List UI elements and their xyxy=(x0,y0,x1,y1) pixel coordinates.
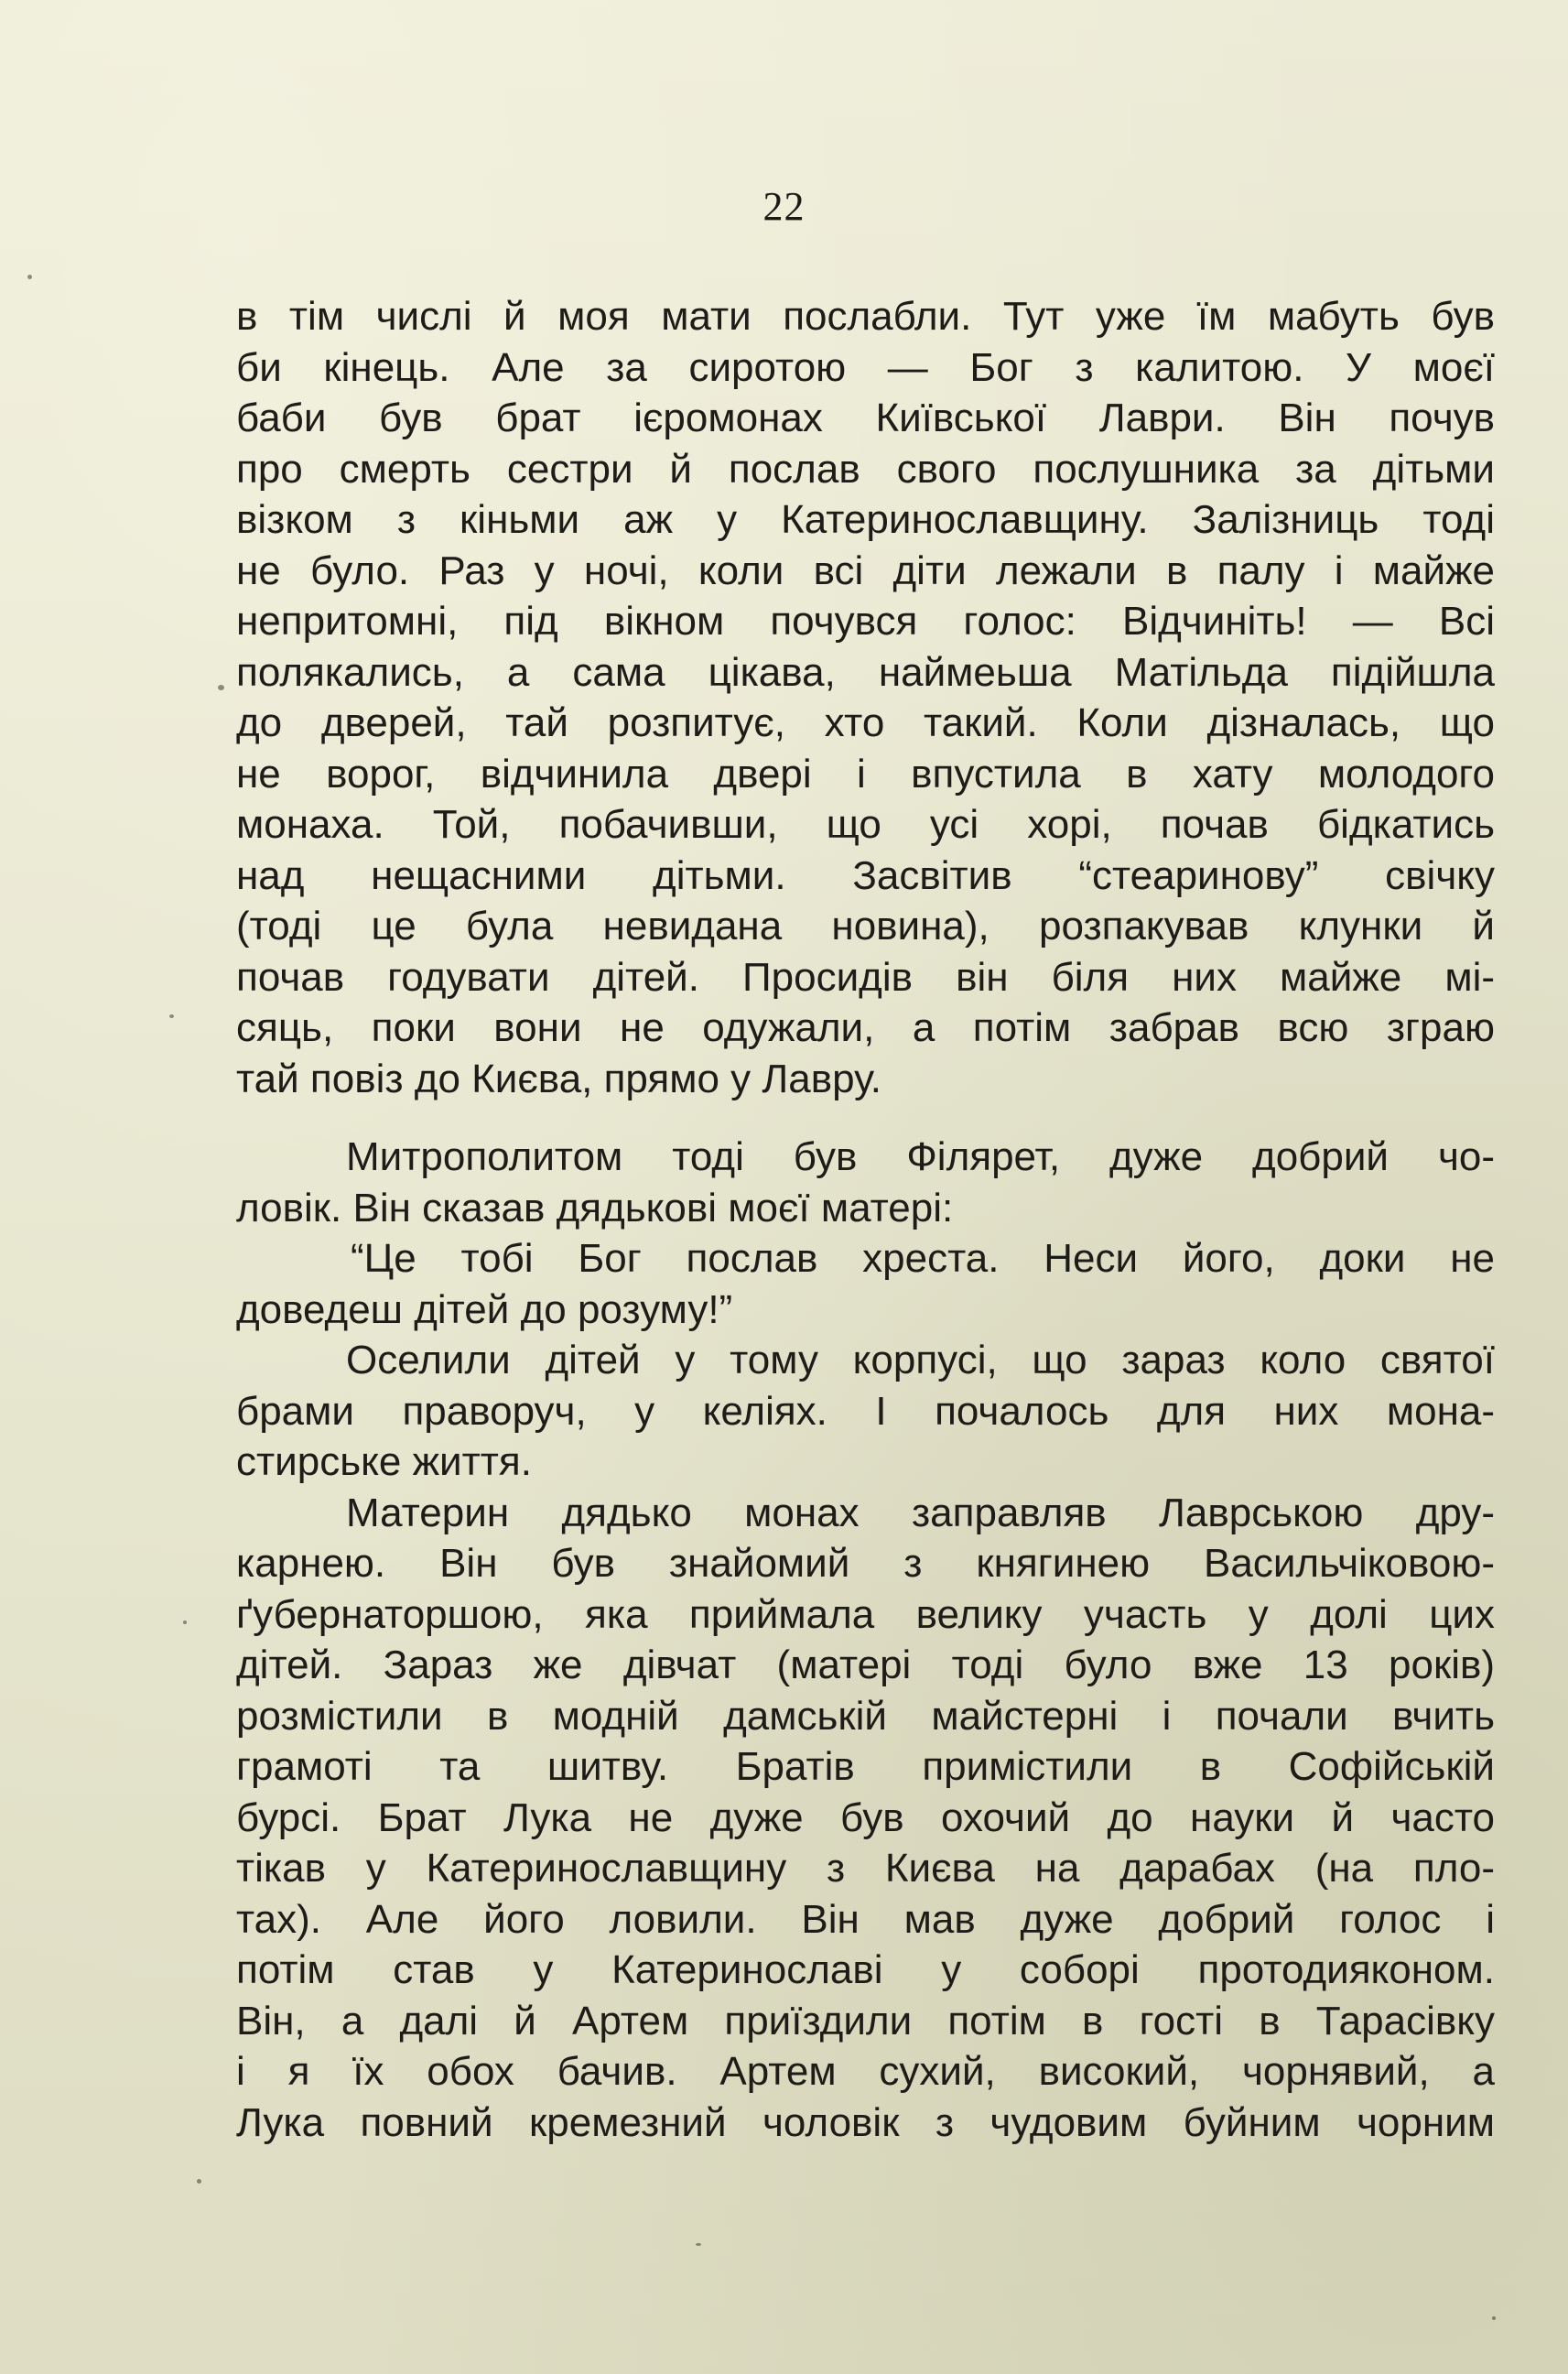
text-line: ґубернаторшою, яка приймала велику участь у долі цих xyxy=(236,1591,1495,1637)
text-line: не ворог, відчинила двері і впустила в хату молодого xyxy=(236,751,1495,797)
text-line: потім став у Катеринославі у соборі протодияконом. xyxy=(236,1947,1495,1992)
text-line: візком з кіньми аж у Катеринославщину. Залізниць тоді xyxy=(236,497,1495,542)
text-line: розмістили в модній дамській майстерні і почали вчить xyxy=(236,1693,1495,1739)
paragraph-5 xyxy=(236,1488,1495,2149)
text-line: Він, а далі й Артем приїздили потім в гості в Тарасівку xyxy=(236,1998,1495,2043)
text-line: Оселили дітей у тому корпусі, що зараз коло святої xyxy=(346,1338,1495,1382)
text-line: тах). Але його ловили. Він мав дуже добрий голос і xyxy=(236,1896,1495,1942)
text-line: ловік. Він сказав дядькові моєї матері: xyxy=(236,1185,954,1230)
text-line: доведеш дітей до розуму!” xyxy=(236,1286,733,1332)
text-line: непритомні, під вікном почувся голос: Відчиніть! — Всі xyxy=(236,599,1495,644)
text-line: Митрополитом тоді був Філярет, дуже добрий чо- xyxy=(346,1134,1495,1179)
text-line: бурсі. Брат Лука не дуже був охочий до науки й часто xyxy=(236,1794,1495,1840)
text-line: до дверей, тай розпитує, хто такий. Коли дізналась, що xyxy=(236,700,1495,745)
text-line: карнею. Він був знайомий з княгинею Васильчіковою- xyxy=(236,1541,1495,1586)
text-line: стирське життя. xyxy=(236,1439,532,1484)
paper-speck xyxy=(169,1014,174,1018)
paragraph-3-quote xyxy=(236,1233,1495,1335)
text-line: дітей. Зараз же дівчат (матері тоді було вже 13 років) xyxy=(236,1642,1495,1687)
text-line: Лука повний кремезний чоловік з чудовим буйним чорним xyxy=(236,2099,1495,2145)
paragraph-1 xyxy=(236,291,1495,1104)
text-line: і я їх обох бачив. Артем сухий, високий, чорнявий, а xyxy=(236,2049,1495,2094)
text-line: про смерть сестри й послав свого послушника за дітьми xyxy=(236,446,1495,492)
text-line: не було. Раз у ночі, коли всі діти лежали в палу і майже xyxy=(236,547,1495,593)
text-line: почав годувати дітей. Просидів він біля них майже мі- xyxy=(236,954,1495,1000)
paper-speck xyxy=(1492,2316,1496,2320)
paper-speck xyxy=(197,2179,201,2184)
text-line: брами праворуч, у келіях. І почалось для них мона- xyxy=(236,1388,1495,1434)
paragraph-2 xyxy=(236,1132,1495,1233)
text-line: сяць, поки вони не одужали, а потім забрав всю зграю xyxy=(236,1005,1495,1050)
text-line: монаха. Той, побачивши, що усі хорі, почав бідкатись xyxy=(236,802,1495,847)
text-line: Материн дядько монах заправляв Лаврською дру- xyxy=(346,1490,1495,1535)
text-line: над нещасними дітьми. Засвітив “стеаринову” свічку xyxy=(236,852,1495,898)
page-text xyxy=(236,291,1495,2148)
page-number: 22 xyxy=(762,184,806,229)
paragraph-gap xyxy=(236,1104,1495,1132)
text-line: грамоті та шитву. Братів примістили в Софійській xyxy=(236,1744,1495,1789)
text-line: в тім числі й моя мати послабли. Тут уже їм мабуть був xyxy=(236,294,1495,339)
text-line: полякались, а сама цікава, наймеьша Матільда підійшла xyxy=(236,649,1495,695)
paragraph-4 xyxy=(236,1335,1495,1488)
text-line: “Це тобі Бог послав хреста. Неси його, доки не xyxy=(351,1236,1495,1281)
paper-speck xyxy=(218,685,224,690)
paper-speck xyxy=(183,1621,187,1624)
paper-speck xyxy=(27,275,32,279)
text-line: тай повіз до Києва, прямо у Лавру. xyxy=(236,1056,881,1101)
text-line: тікав у Катеринославщину з Києва на дарабах (на пло- xyxy=(236,1846,1495,1891)
text-line: (тоді це була невидана новина), розпакував клунки й xyxy=(236,904,1495,949)
text-line: баби був брат ієромонах Київської Лаври. Він почув xyxy=(236,396,1495,440)
paper-speck xyxy=(696,2243,701,2246)
text-line: би кінець. Але за сиротою — Бог з калитою. У моєї xyxy=(236,344,1495,390)
